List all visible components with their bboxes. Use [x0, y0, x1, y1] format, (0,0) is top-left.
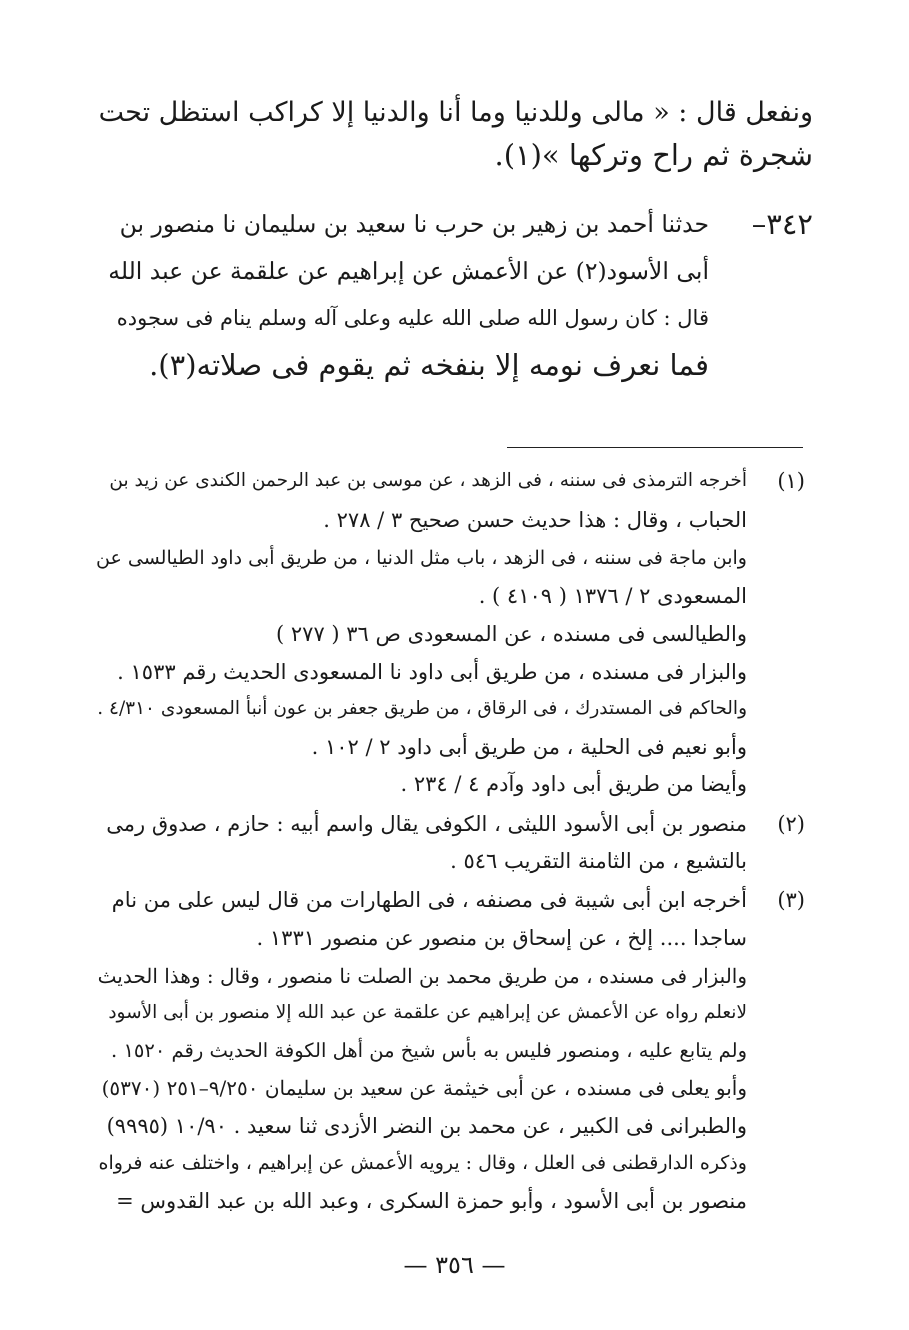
footnote-separator — [507, 447, 803, 448]
footnote-line: والطبرانى فى الكبير ، عن محمد بن النضر الأزدى ثنا سعيد . ١٠/٩٠ (٩٩٩٥) — [106, 1114, 747, 1138]
footnote-line: والطيالسى فى مسنده ، عن المسعودى ص ٣٦ ( ٢٧٧ ) — [276, 622, 747, 646]
footnote-line: وأبو نعيم فى الحلية ، من طريق أبى داود ٢ / ١٠٢ . — [311, 735, 747, 759]
footnote-line: والبزار فى مسنده ، من طريق محمد بن الصلت نا منصور ، وقال : وهذا الحديث — [97, 964, 747, 988]
footnote-marker: (٣) — [777, 888, 805, 912]
hadith-number: ٣٤٢– — [751, 207, 813, 241]
footnote-line: وذكره الدارقطنى فى العلل ، وقال : يرويه الأعمش عن إبراهيم ، واختلف عنه فرواه — [98, 1152, 747, 1174]
hadith-line: حدثنا أحمد بن زهير بن حرب نا سعيد بن سليمان نا منصور بن — [119, 210, 709, 238]
footnote-line: المسعودى ٢ / ١٣٧٦ ( ٤١٠٩ ) . — [478, 584, 747, 608]
footnote-line: وأيضا من طريق أبى داود وآدم ٤ / ٢٣٤ . — [400, 772, 747, 796]
footnote-line: أخرجه الترمذى فى سننه ، فى الزهد ، عن موسى بن عبد الرحمن الكندى عن زيد بن — [109, 470, 747, 491]
page-number: — ٣٥٦ — — [403, 1251, 506, 1279]
footnote-marker: (٢) — [777, 812, 805, 836]
footnote-line: الحباب ، وقال : هذا حديث حسن صحيح ٣ / ٢٧٨ . — [323, 508, 747, 532]
footnote-line: وابن ماجة فى سننه ، فى الزهد ، باب مثل الدنيا ، من طريق أبى داود الطيالسى عن — [96, 547, 747, 569]
continuation-line: شجرة ثم راح وتركها »(١). — [494, 138, 813, 172]
footnote-marker: (١) — [777, 469, 805, 493]
hadith-line: فما نعرف نومه إلا بنفخه ثم يقوم فى صلاته(٣). — [149, 348, 709, 382]
footnote-line: ولم يتابع عليه ، ومنصور فليس به بأس شيخ من أهل الكوفة الحديث رقم ١٥٢٠ . — [111, 1039, 747, 1062]
footnote-line: وأبو يعلى فى مسنده ، عن أبى خيثمة عن سعيد بن سليمان ٩/٢٥٠–٢٥١ (٥٣٧٠) — [101, 1076, 747, 1100]
hadith-line: أبى الأسود(٢) عن الأعمش عن إبراهيم عن علقمة عن عبد الله — [108, 257, 709, 285]
continuation-line: ونفعل قال : « مالى وللدنيا وما أنا والدنيا إلا كراكب استظل تحت — [98, 97, 813, 128]
footnote-line: لانعلم رواه عن الأعمش عن إبراهيم عن علقمة عن عبد الله إلا منصور بن أبى الأسود — [108, 1002, 747, 1023]
footnote-line: منصور بن أبى الأسود الليثى ، الكوفى يقال واسم أبيه : حازم ، صدوق رمى — [106, 812, 747, 836]
footnote-line: والحاكم فى المستدرك ، فى الرقاق ، من طريق جعفر بن عون أنبأ المسعودى ٤/٣١٠ . — [97, 698, 747, 719]
footnote-line: منصور بن أبى الأسود ، وأبو حمزة السكرى ، وعبد الله بن عبد القدوس = — [116, 1189, 747, 1213]
footnote-line: أخرجه ابن أبى شيبة فى مصنفه ، فى الطهارات من قال ليس على من نام — [111, 888, 747, 912]
hadith-line: قال : كان رسول الله صلى الله عليه وعلى آله وسلم ينام فى سجوده — [116, 306, 709, 330]
footnote-line: بالتشيع ، من الثامنة التقريب ٥٤٦ . — [450, 849, 747, 873]
footnote-line: والبزار فى مسنده ، من طريق أبى داود نا المسعودى الحديث رقم ١٥٣٣ . — [117, 660, 747, 684]
footnote-line: ساجدا .... إلخ ، عن إسحاق بن منصور عن منصور ١٣٣١ . — [256, 926, 747, 950]
